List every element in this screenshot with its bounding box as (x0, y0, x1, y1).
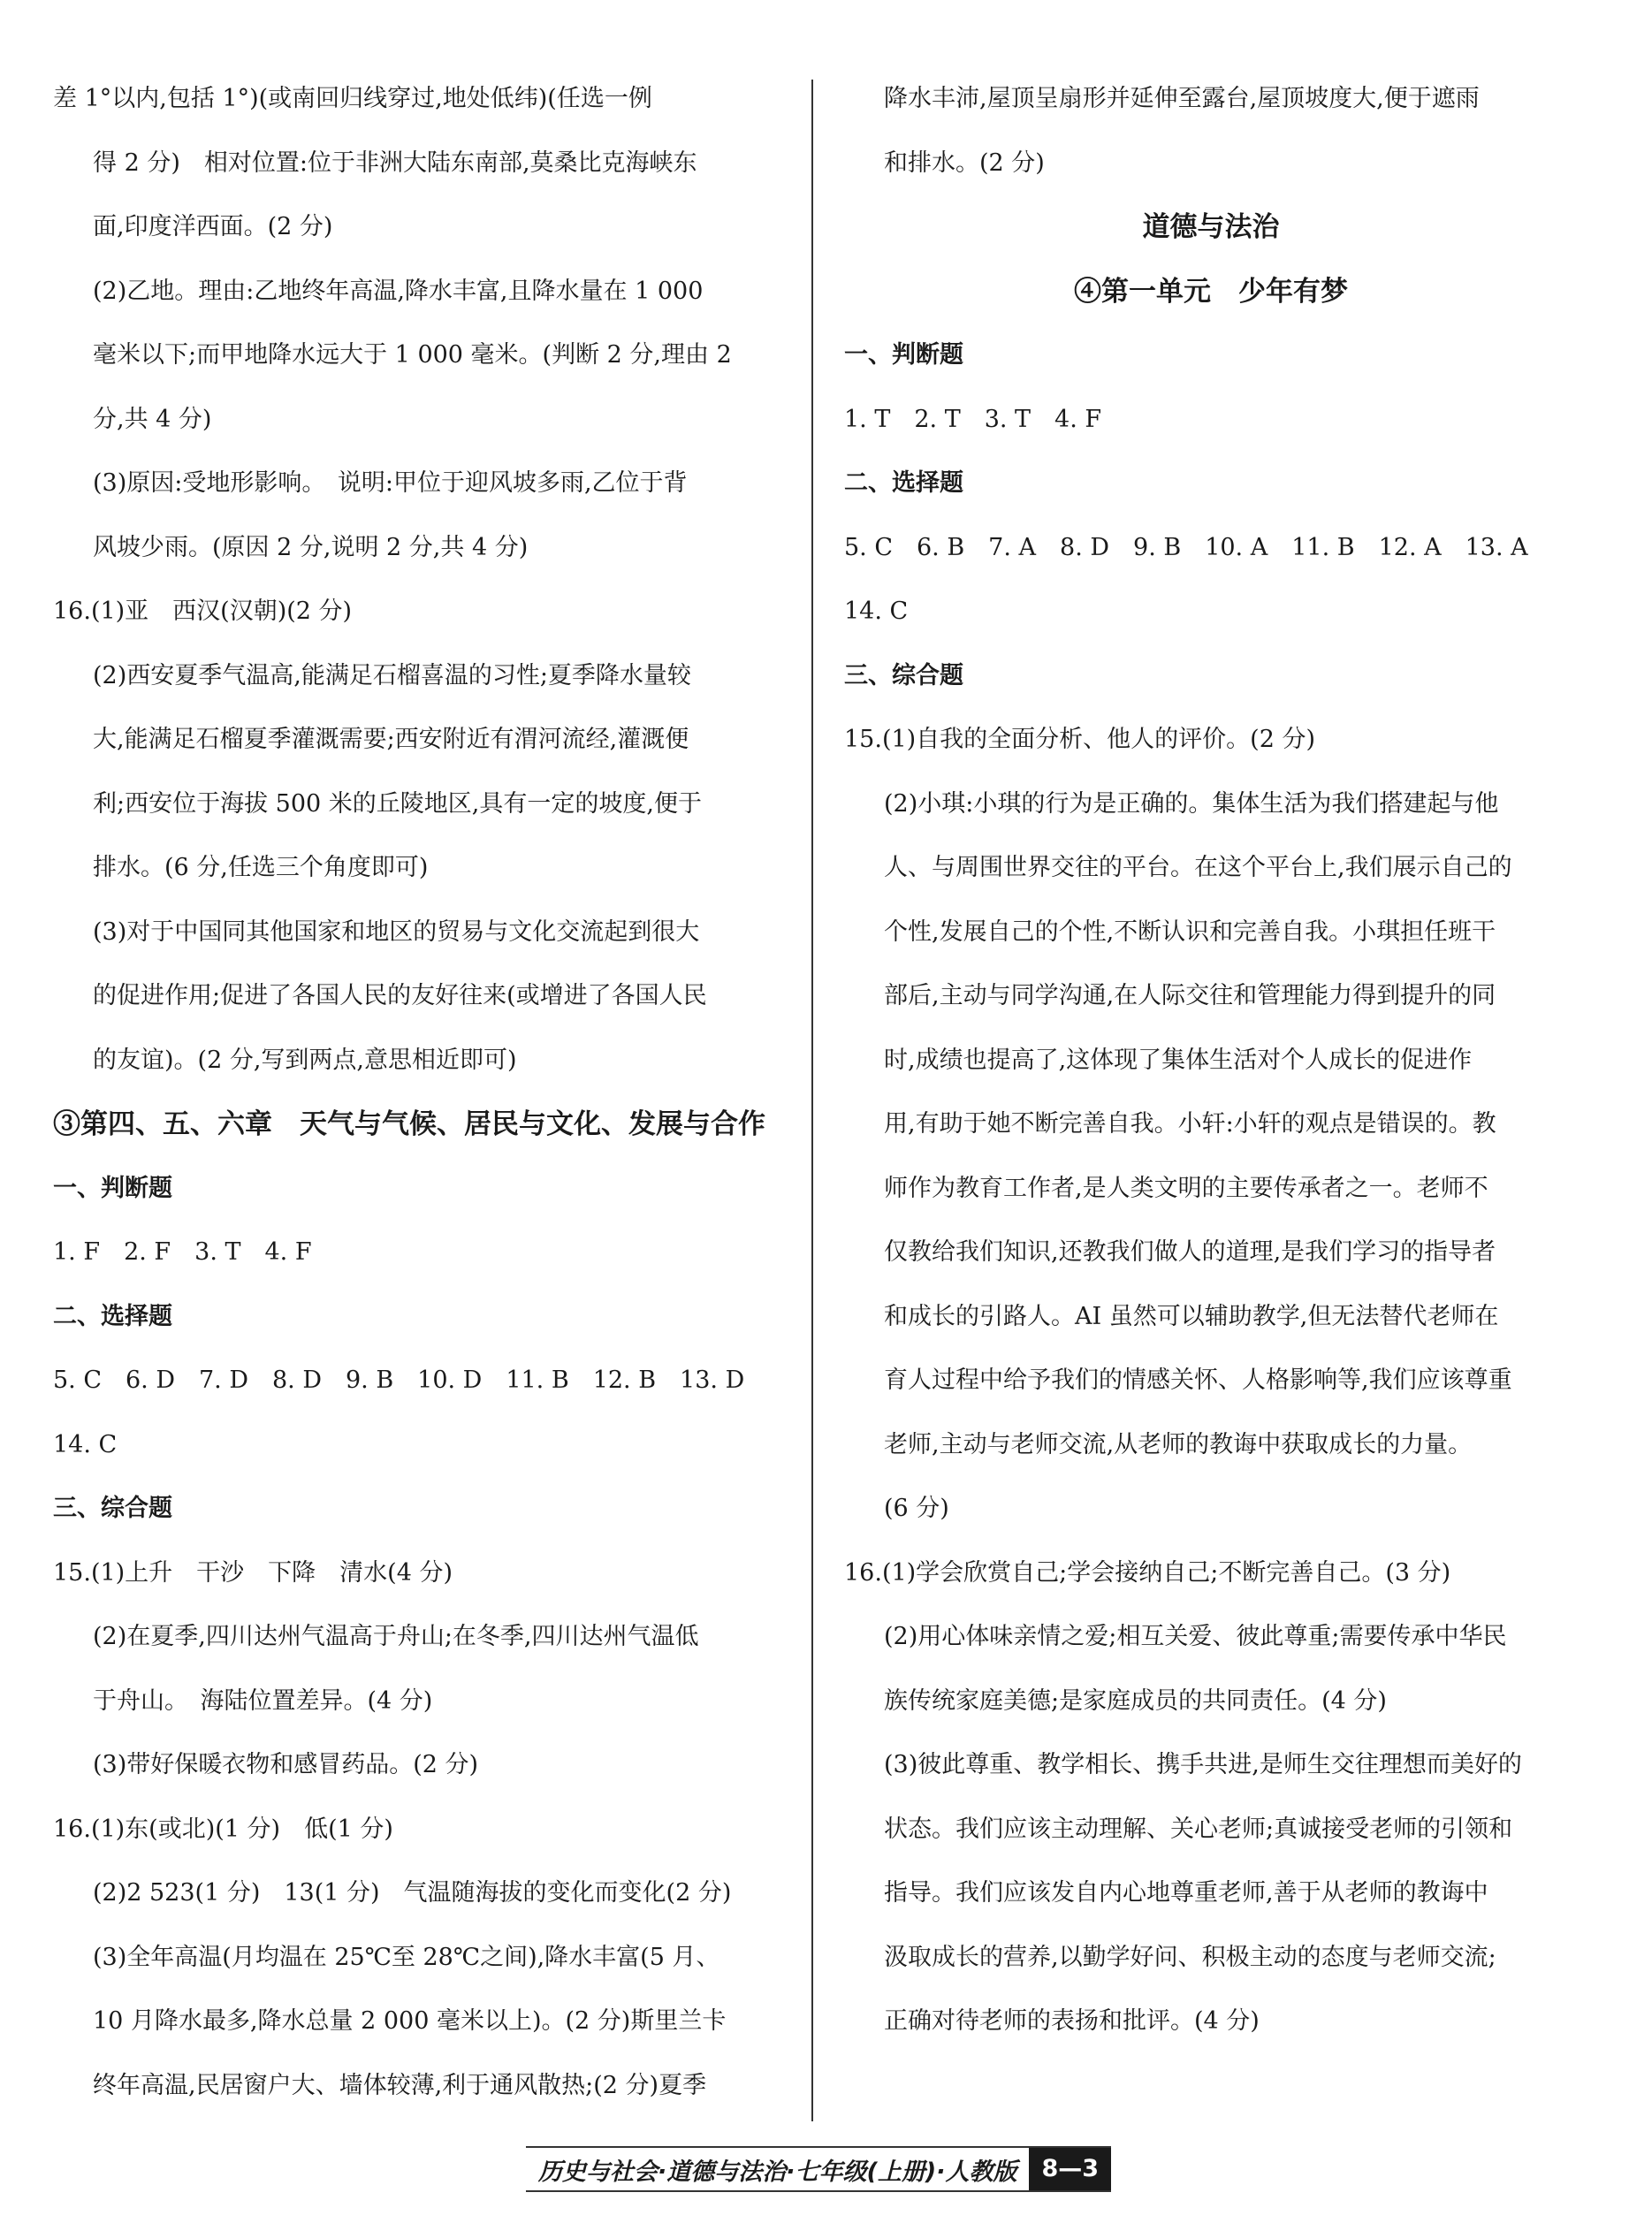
right-line: 和成长的引路人。AI 虽然可以辅助教学,但无法替代老师在 (884, 1302, 1499, 1330)
right-line: 道德与法治 (1142, 211, 1280, 243)
right-line: 16.(1)学会欣赏自己;学会接纳自己;不断完善自己。(3 分) (844, 1558, 1451, 1587)
left-line: (2)2 523(1 分) 13(1 分) 气温随海拔的变化而变化(2 分) (93, 1879, 732, 1907)
footer-title: 历史与社会·道德与法治·七年级(上册)·人教版 (538, 2158, 1017, 2186)
right-line: 部后,主动与同学沟通,在人际交往和管理能力得到提升的同 (884, 982, 1496, 1009)
right-line: 二、选择题 (844, 469, 963, 497)
left-line: 的友谊)。(2 分,写到两点,意思相近即可) (93, 1046, 517, 1074)
left-line: 一、判断题 (53, 1174, 172, 1202)
right-line: (3)彼此尊重、教学相长、携手共进,是师生交往理想而美好的 (884, 1751, 1522, 1778)
right-line: 5. C 6. B 7. A 8. D 9. B 10. A 11. B 12. A 13. A (844, 533, 1528, 561)
left-line: 二、选择题 (53, 1302, 172, 1330)
right-line: (2)用心体味亲情之爱;相互关爱、彼此尊重;需要传承中华民 (884, 1623, 1507, 1650)
column-divider (811, 80, 813, 2121)
right-line: 和排水。(2 分) (884, 148, 1045, 177)
left-line: 15.(1)上升 干沙 下降 清水(4 分) (53, 1558, 453, 1587)
right-line: 个性,发展自己的个性,不断认识和完善自我。小琪担任班干 (884, 917, 1496, 946)
left-line: 5. C 6. D 7. D 8. D 9. B 10. D 11. B 12. B 13. D (53, 1367, 745, 1394)
left-line: 16.(1)亚 西汉(汉朝)(2 分) (53, 598, 353, 625)
left-line: (3)原因:受地形影响。 说明:甲位于迎风坡多雨,乙位于背 (93, 469, 688, 497)
left-line: (3)带好保暖衣物和感冒药品。(2 分) (93, 1751, 479, 1778)
right-line: 三、综合题 (844, 661, 963, 689)
left-line: 10 月降水最多,降水总量 2 000 毫米以上)。(2 分)斯里兰卡 (93, 2007, 727, 2035)
right-line: 正确对待老师的表扬和批评。(4 分) (884, 2007, 1260, 2035)
left-line: (2)乙地。理由:乙地终年高温,降水丰富,且降水量在 1 000 (93, 277, 704, 305)
right-line: 指导。我们应该发自内心地尊重老师,善于从老师的教诲中 (884, 1879, 1488, 1907)
right-line: 育人过程中给予我们的情感关怀、人格影响等,我们应该尊重 (884, 1367, 1512, 1394)
left-line: 的促进作用;促进了各国人民的友好往来(或增进了各国人民 (93, 982, 707, 1009)
right-line: 时,成绩也提高了,这体现了集体生活对个人成长的促进作 (884, 1046, 1473, 1074)
left-line: (2)西安夏季气温高,能满足石榴喜温的习性;夏季降水量较 (93, 661, 691, 689)
left-line: 16.(1)东(或北)(1 分) 低(1 分) (53, 1815, 393, 1843)
left-line: 分,共 4 分) (93, 405, 212, 433)
right-line: 14. C (844, 598, 909, 625)
right-line: (2)小琪:小琪的行为是正确的。集体生活为我们搭建起与他 (884, 789, 1499, 818)
left-line: 利;西安位于海拔 500 米的丘陵地区,具有一定的坡度,便于 (93, 789, 702, 818)
right-line: 族传统家庭美德;是家庭成员的共同责任。(4 分) (884, 1686, 1387, 1715)
left-column (53, 81, 773, 2132)
right-line: 用,有助于她不断完善自我。小轩:小轩的观点是错误的。教 (884, 1110, 1496, 1138)
right-line: ④第一单元 少年有梦 (1074, 275, 1348, 308)
left-line: (2)在夏季,四川达州气温高于舟山;在冬季,四川达州气温低 (93, 1623, 699, 1650)
right-line: 人、与周围世界交往的平台。在这个平台上,我们展示自己的 (884, 854, 1512, 881)
left-line: 14. C (53, 1430, 118, 1458)
right-line: 仅教给我们知识,还教我们做人的道理,是我们学习的指导者 (884, 1238, 1496, 1266)
right-line: 状态。我们应该主动理解、关心老师;真诚接受老师的引领和 (884, 1815, 1513, 1843)
right-line: 1. T 2. T 3. T 4. F (844, 405, 1102, 433)
left-line: 差 1°以内,包括 1°)(或南回归线穿过,地处低纬)(任选一例 (53, 85, 652, 112)
left-line: 面,印度洋西面。(2 分) (93, 213, 333, 240)
right-line: 老师,主动与老师交流,从老师的教诲中获取成长的力量。 (884, 1430, 1473, 1458)
left-line: ③第四、五、六章 天气与气候、居民与文化、发展与合作 (53, 1108, 765, 1140)
right-line: 降水丰沛,屋顶呈扇形并延伸至露台,屋顶坡度大,便于遮雨 (884, 85, 1480, 112)
left-line: (3)全年高温(月均温在 25℃至 28℃之间),降水丰富(5 月、 (93, 1943, 720, 1971)
left-line: 毫米以下;而甲地降水远大于 1 000 毫米。(判断 2 分,理由 2 (93, 341, 732, 369)
right-line: 师作为教育工作者,是人类文明的主要传承者之一。老师不 (884, 1174, 1488, 1202)
right-line: 15.(1)自我的全面分析、他人的评价。(2 分) (844, 726, 1316, 753)
right-line: (6 分) (884, 1495, 949, 1522)
left-line: 1. F 2. F 3. T 4. F (53, 1238, 312, 1266)
left-line: (3)对于中国同其他国家和地区的贸易与文化交流起到很大 (93, 917, 700, 946)
page-number: 8—3 (1029, 2148, 1111, 2190)
right-line: 一、判断题 (844, 341, 963, 369)
page-footer (526, 2146, 1111, 2192)
left-line: 得 2 分) 相对位置:位于非洲大陆东南部,莫桑比克海峡东 (93, 148, 697, 177)
left-line: 排水。(6 分,任选三个角度即可) (93, 854, 429, 881)
left-line: 于舟山。 海陆位置差异。(4 分) (93, 1686, 433, 1715)
right-column (844, 81, 1578, 2068)
left-line: 终年高温,民居窗户大、墙体较薄,利于通风散热;(2 分)夏季 (93, 2071, 707, 2099)
left-line: 大,能满足石榴夏季灌溉需要;西安附近有渭河流经,灌溉便 (93, 726, 689, 753)
left-line: 三、综合题 (53, 1495, 172, 1522)
right-line: 汲取成长的营养,以勤学好问、积极主动的态度与老师交流; (884, 1943, 1496, 1971)
left-line: 风坡少雨。(原因 2 分,说明 2 分,共 4 分) (93, 533, 529, 561)
